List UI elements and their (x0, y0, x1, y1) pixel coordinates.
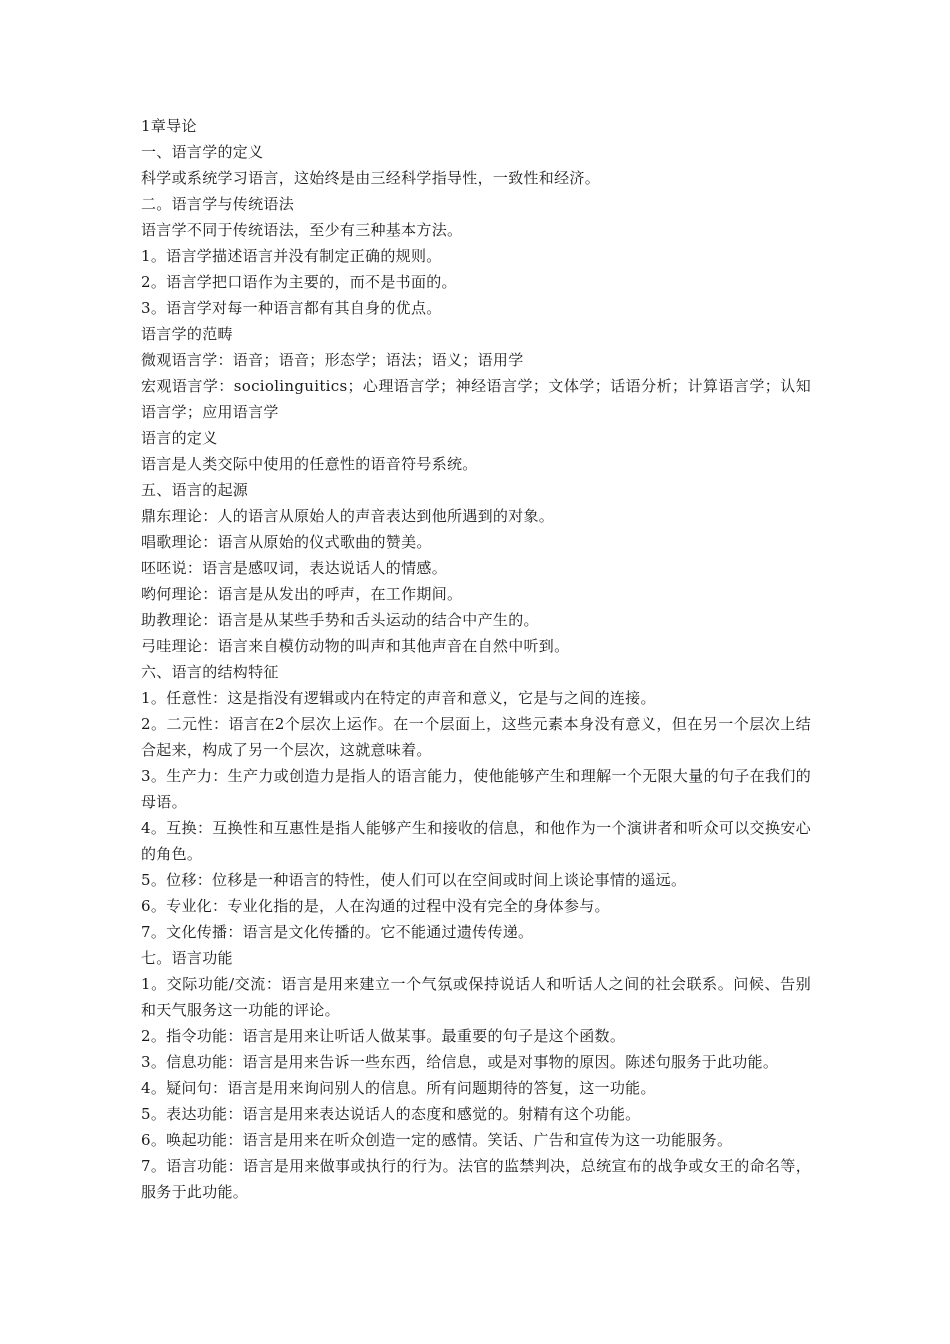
paragraph: 宏观语言学：sociolinguitics；心理语言学；神经语言学；文体学；话语分析；计算语言学；认知语言学；应用语言学 (141, 377, 811, 421)
section-heading-definition: 一、语言学的定义 (141, 143, 264, 161)
section-heading-origin: 五、语言的起源 (141, 481, 249, 499)
list-item: 呸呸说：语言是感叹词，表达说话人的情感。 (141, 559, 448, 577)
document-body (141, 113, 811, 1205)
paragraph: 语言学不同于传统语法，至少有三种基本方法。 (141, 221, 463, 239)
section-heading-language-definition: 语言的定义 (141, 429, 218, 447)
list-item: 1。任意性：这是指没有逻辑或内在特定的声音和意义，它是与之间的连接。 (141, 689, 656, 707)
list-item: 1。语言学描述语言并没有制定正确的规则。 (141, 247, 442, 265)
paragraph: 科学或系统学习语言，这始终是由三经科学指导性，一致性和经济。 (141, 169, 601, 187)
list-item: 助教理论：语言是从某些手势和舌头运动的结合中产生的。 (141, 611, 539, 629)
list-item: 3。信息功能：语言是用来告诉一些东西，给信息，或是对事物的原因。陈述句服务于此功能。 (141, 1053, 779, 1071)
list-item: 6。唤起功能：语言是用来在听众创造一定的感情。笑话、广告和宣传为这一功能服务。 (141, 1131, 733, 1149)
list-item: 5。表达功能：语言是用来表达说话人的态度和感觉的。射精有这个功能。 (141, 1105, 641, 1123)
list-item: 弓哇理论：语言来自模仿动物的叫声和其他声音在自然中听到。 (141, 637, 570, 655)
list-item: 7。文化传播：语言是文化传播的。它不能通过遗传传递。 (141, 923, 534, 941)
list-item: 2。语言学把口语作为主要的，而不是书面的。 (141, 273, 457, 291)
list-item: 4。疑问句：语言是用来询问别人的信息。所有问题期待的答复，这一功能。 (141, 1079, 656, 1097)
section-heading-traditional-grammar: 二。语言学与传统语法 (141, 195, 295, 213)
paragraph: 微观语言学：语音；语音；形态学；语法；语义；语用学 (141, 351, 524, 369)
list-item: 2。指令功能：语言是用来让听话人做某事。最重要的句子是这个函数。 (141, 1027, 626, 1045)
paragraph: 语言是人类交际中使用的任意性的语音符号系统。 (141, 455, 478, 473)
list-item: 5。位移：位移是一种语言的特性，使人们可以在空间或时间上谈论事情的遥远。 (141, 871, 687, 889)
list-item: 3。语言学对每一种语言都有其自身的优点。 (141, 299, 442, 317)
list-item: 6。专业化：专业化指的是，人在沟通的过程中没有完全的身体参与。 (141, 897, 610, 915)
chapter-title: 1章导论 (141, 117, 197, 135)
list-item: 3。生产力：生产力或创造力是指人的语言能力，使他能够产生和理解一个无限大量的句子在我们的母语。 (141, 767, 811, 811)
list-item: 唱歌理论：语言从原始的仪式歌曲的赞美。 (141, 533, 432, 551)
list-item: 1。交际功能/交流：语言是用来建立一个气氛或保持说话人和听话人之间的社会联系。问候、告别和天气服务这一功能的评论。 (141, 975, 811, 1019)
section-heading-design-features: 六、语言的结构特征 (141, 663, 279, 681)
section-heading-scope: 语言学的范畴 (141, 325, 233, 343)
list-item: 鼎东理论：人的语言从原始人的声音表达到他所遇到的对象。 (141, 507, 555, 525)
list-item: 4。互换：互换性和互惠性是指人能够产生和接收的信息，和他作为一个演讲者和听众可以交换安心的角色。 (141, 819, 811, 863)
list-item: 7。语言功能：语言是用来做事或执行的行为。法官的监禁判决，总统宣布的战争或女王的命名等，服务于此功能。 (141, 1157, 811, 1201)
list-item: 2。二元性：语言在2个层次上运作。在一个层面上，这些元素本身没有意义，但在另一个层次上结合起来，构成了另一个层次，这就意味着。 (141, 715, 811, 759)
section-heading-functions: 七。语言功能 (141, 949, 233, 967)
list-item: 哟何理论：语言是从发出的呼声，在工作期间。 (141, 585, 463, 603)
